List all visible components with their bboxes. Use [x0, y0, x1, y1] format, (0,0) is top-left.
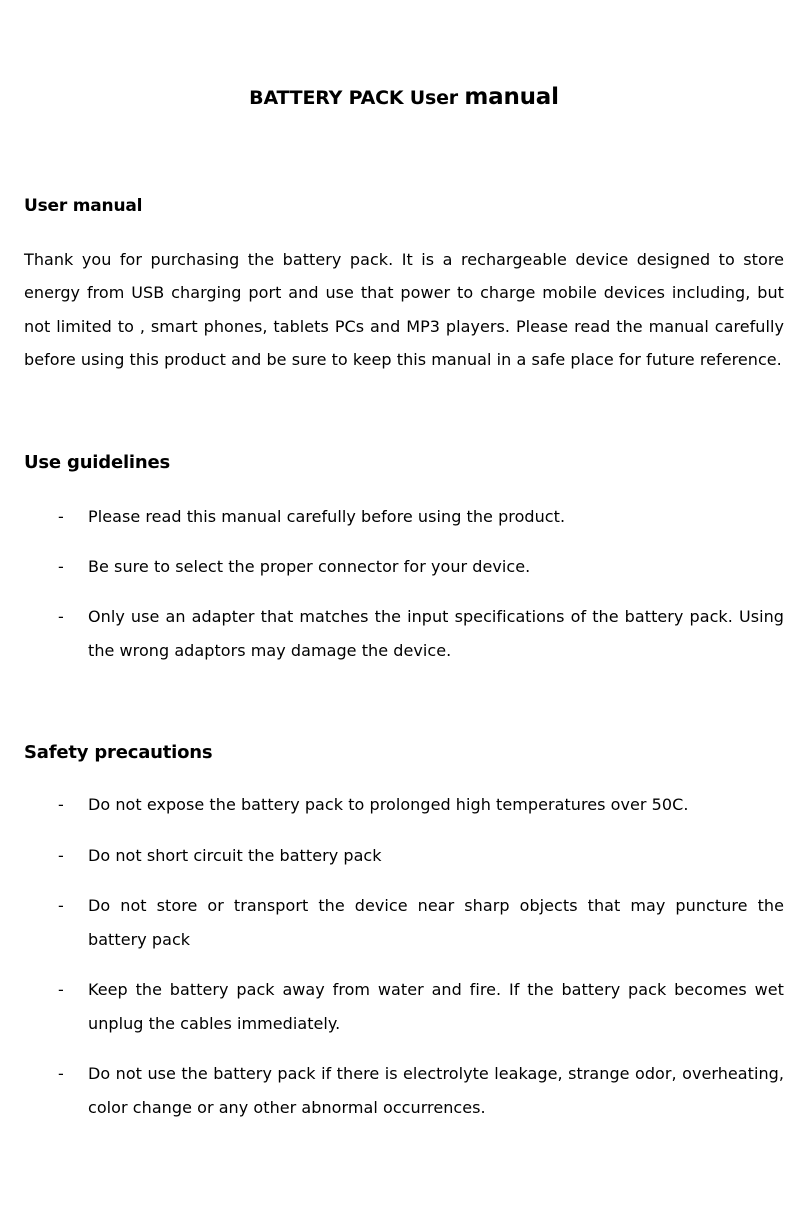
safety-text: Do not store or transport the device near sharp objects that may puncture the battery pack — [88, 896, 784, 949]
intro-paragraph: Thank you for purchasing the battery pack. It is a rechargeable device designed to store energy from USB charging port and use that power to charge mobile devices including, but not limited to , smart phones, tablets PCs and MP3 players. Please read the manual carefully before using this product and be sure to keep this manual in a safe place for future reference. — [24, 250, 784, 369]
bullet-dash: - — [58, 980, 64, 999]
guideline-text: Only use an adapter that matches the input specifications of the battery pack. Using the wrong adaptors may damage the device. — [88, 607, 784, 660]
bullet-dash: - — [58, 507, 64, 526]
bullet-dash: - — [58, 846, 64, 865]
bullet-dash: - — [58, 896, 64, 915]
safety-text: Do not expose the battery pack to prolonged high temperatures over 50C. — [88, 795, 689, 814]
safety-text: Do not short circuit the battery pack — [88, 846, 382, 865]
bullet-dash: - — [58, 607, 64, 626]
bullet-dash: - — [58, 557, 64, 576]
section-heading-use-guidelines: Use guidelines — [24, 452, 171, 473]
document-title — [0, 84, 808, 110]
guideline-text: Please read this manual carefully before using the product. — [88, 507, 566, 526]
guideline-text: Be sure to select the proper connector for your device. — [88, 557, 531, 576]
section-heading-user-manual: User manual — [24, 196, 143, 216]
bullet-dash: - — [58, 1064, 64, 1083]
safety-text: Do not use the battery pack if there is electrolyte leakage, strange odor, overheating, color change or any other abnormal occurrences. — [88, 1064, 784, 1117]
bullet-dash: - — [58, 795, 64, 814]
safety-text: Keep the battery pack away from water and fire. If the battery pack becomes wet unplug the cables immediately. — [88, 980, 784, 1033]
section-heading-safety-precautions: Safety precautions — [24, 742, 213, 763]
title-text-emphasis: manual — [464, 84, 559, 110]
title-text: BATTERY PACK User — [249, 87, 465, 109]
